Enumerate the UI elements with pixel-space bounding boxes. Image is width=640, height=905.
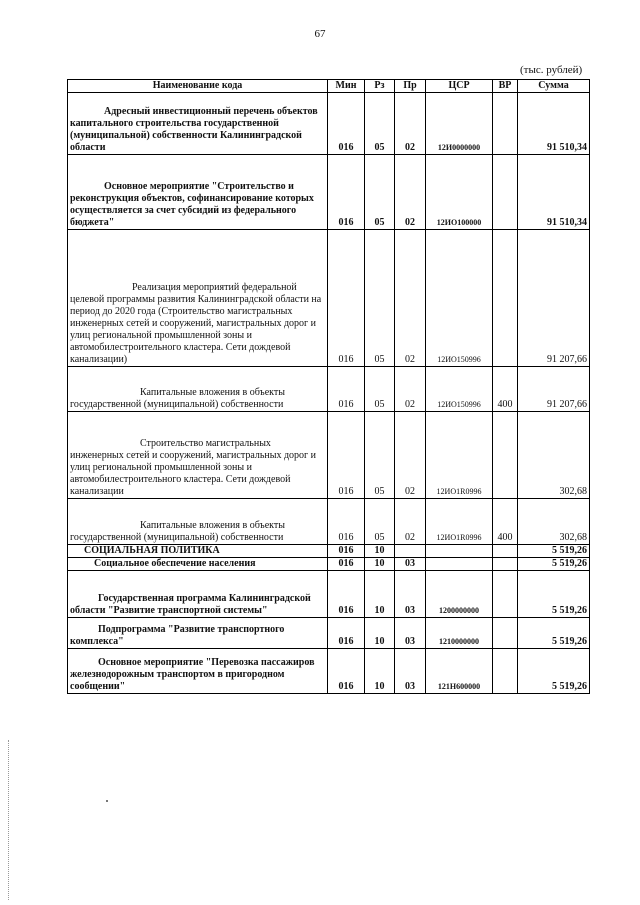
row-pr: 02: [395, 412, 426, 499]
row-rz: 05: [365, 155, 395, 230]
row-pr: 03: [395, 558, 426, 571]
row-sum: 5 519,26: [518, 545, 590, 558]
row-pr: 02: [395, 499, 426, 545]
row-min: 016: [328, 558, 365, 571]
row-pr: 03: [395, 618, 426, 649]
table-row: [68, 367, 590, 412]
row-rz: 05: [365, 230, 395, 367]
row-pr: 02: [395, 93, 426, 155]
row-vr: [493, 649, 518, 694]
row-csr: 1210000000: [426, 618, 493, 649]
row-vr: [493, 618, 518, 649]
row-rz: 05: [365, 93, 395, 155]
row-sum: 91 207,66: [518, 367, 590, 412]
table-row: [68, 499, 590, 545]
row-min: 016: [328, 155, 365, 230]
row-name: Капитальные вложения в объекты государственной (муниципальной) собственности: [68, 367, 328, 412]
row-min: 016: [328, 545, 365, 558]
units-note: (тыс. рублей): [520, 64, 583, 76]
row-csr: 12ИО1R0996: [426, 499, 493, 545]
row-pr: 02: [395, 230, 426, 367]
row-sum: 5 519,26: [518, 649, 590, 694]
header-pr: Пр: [395, 80, 426, 93]
row-min: 016: [328, 412, 365, 499]
row-name: Государственная программа Калининградской области "Развитие транспортной системы": [68, 571, 328, 618]
row-min: 016: [328, 571, 365, 618]
table-row: [68, 155, 590, 230]
page-number: 67: [314, 28, 326, 40]
table-row: [68, 618, 590, 649]
row-rz: 10: [365, 571, 395, 618]
row-sum: 5 519,26: [518, 558, 590, 571]
row-csr: 1200000000: [426, 571, 493, 618]
row-rz: 05: [365, 499, 395, 545]
row-name: Основное мероприятие "Перевозка пассажиров железнодорожным транспортом в пригородном сообщении": [68, 649, 328, 694]
row-csr: 121Н600000: [426, 649, 493, 694]
header-min: Мин: [328, 80, 365, 93]
row-vr: [493, 558, 518, 571]
row-sum: 91 510,34: [518, 155, 590, 230]
row-pr: 03: [395, 571, 426, 618]
table-row: [68, 93, 590, 155]
table-row: [68, 230, 590, 367]
row-vr: [493, 230, 518, 367]
row-pr: 02: [395, 367, 426, 412]
row-csr: 12И0000000: [426, 93, 493, 155]
row-sum: 302,68: [518, 412, 590, 499]
row-pr: 03: [395, 649, 426, 694]
row-rz: 10: [365, 558, 395, 571]
table-row: [68, 649, 590, 694]
row-csr: 12ИО150996: [426, 367, 493, 412]
row-vr: [493, 155, 518, 230]
row-min: 016: [328, 230, 365, 367]
row-name: Строительство магистральных инженерных сетей и сооружений, магистральных дорог и улиц региональной промышленной зоны и автомобилестроительного кластера. Сети дождевой канализации: [68, 412, 328, 499]
row-name: Адресный инвестиционный перечень объектов капитального строительства государственной (муниципальной) собственности Калининградской области: [68, 93, 328, 155]
row-name: Социальное обеспечение населения: [68, 558, 328, 571]
header-name: Наименование кода: [68, 80, 328, 93]
row-min: 016: [328, 93, 365, 155]
row-sum: 91 207,66: [518, 230, 590, 367]
row-sum: 5 519,26: [518, 571, 590, 618]
row-csr: 12ИО100000: [426, 155, 493, 230]
row-rz: 10: [365, 545, 395, 558]
row-rz: 05: [365, 412, 395, 499]
row-pr: 02: [395, 155, 426, 230]
row-vr: 400: [493, 499, 518, 545]
row-pr: [395, 545, 426, 558]
table-row: [68, 545, 590, 558]
budget-table: [67, 79, 590, 694]
table-row: [68, 558, 590, 571]
row-min: 016: [328, 649, 365, 694]
row-vr: 400: [493, 367, 518, 412]
row-name: СОЦИАЛЬНАЯ ПОЛИТИКА: [68, 545, 328, 558]
row-name: Реализация мероприятий федеральной целевой программы развития Калининградской области на период до 2020 года (Строительство магистральных инженерных сетей и сооружений, магистральных дорог и улиц региональной промышленной зоны и автомобилестроительного кластера. Сети дождевой канализации): [68, 230, 328, 367]
row-min: 016: [328, 499, 365, 545]
table-row: [68, 412, 590, 499]
row-vr: [493, 412, 518, 499]
scan-margin-artifact: [8, 740, 11, 900]
row-rz: 05: [365, 367, 395, 412]
header-vr: ВР: [493, 80, 518, 93]
header-csr: ЦСР: [426, 80, 493, 93]
row-rz: 10: [365, 618, 395, 649]
scan-speck: [106, 800, 108, 802]
row-vr: [493, 571, 518, 618]
row-name: Подпрограмма "Развитие транспортного комплекса": [68, 618, 328, 649]
row-vr: [493, 93, 518, 155]
row-rz: 10: [365, 649, 395, 694]
row-min: 016: [328, 367, 365, 412]
row-name: Основное мероприятие "Строительство и реконструкция объектов, софинансирование которых осуществляется за счет субсидий из федерального бюджета": [68, 155, 328, 230]
row-min: 016: [328, 618, 365, 649]
row-csr: 12ИО1R0996: [426, 412, 493, 499]
row-vr: [493, 545, 518, 558]
row-sum: 302,68: [518, 499, 590, 545]
row-csr: 12ИО150996: [426, 230, 493, 367]
row-name: Капитальные вложения в объекты государственной (муниципальной) собственности: [68, 499, 328, 545]
header-rz: Рз: [365, 80, 395, 93]
row-sum: 91 510,34: [518, 93, 590, 155]
table-header-row: [68, 80, 590, 93]
table-row: [68, 571, 590, 618]
row-csr: [426, 545, 493, 558]
row-csr: [426, 558, 493, 571]
row-sum: 5 519,26: [518, 618, 590, 649]
header-sum: Сумма: [518, 80, 590, 93]
